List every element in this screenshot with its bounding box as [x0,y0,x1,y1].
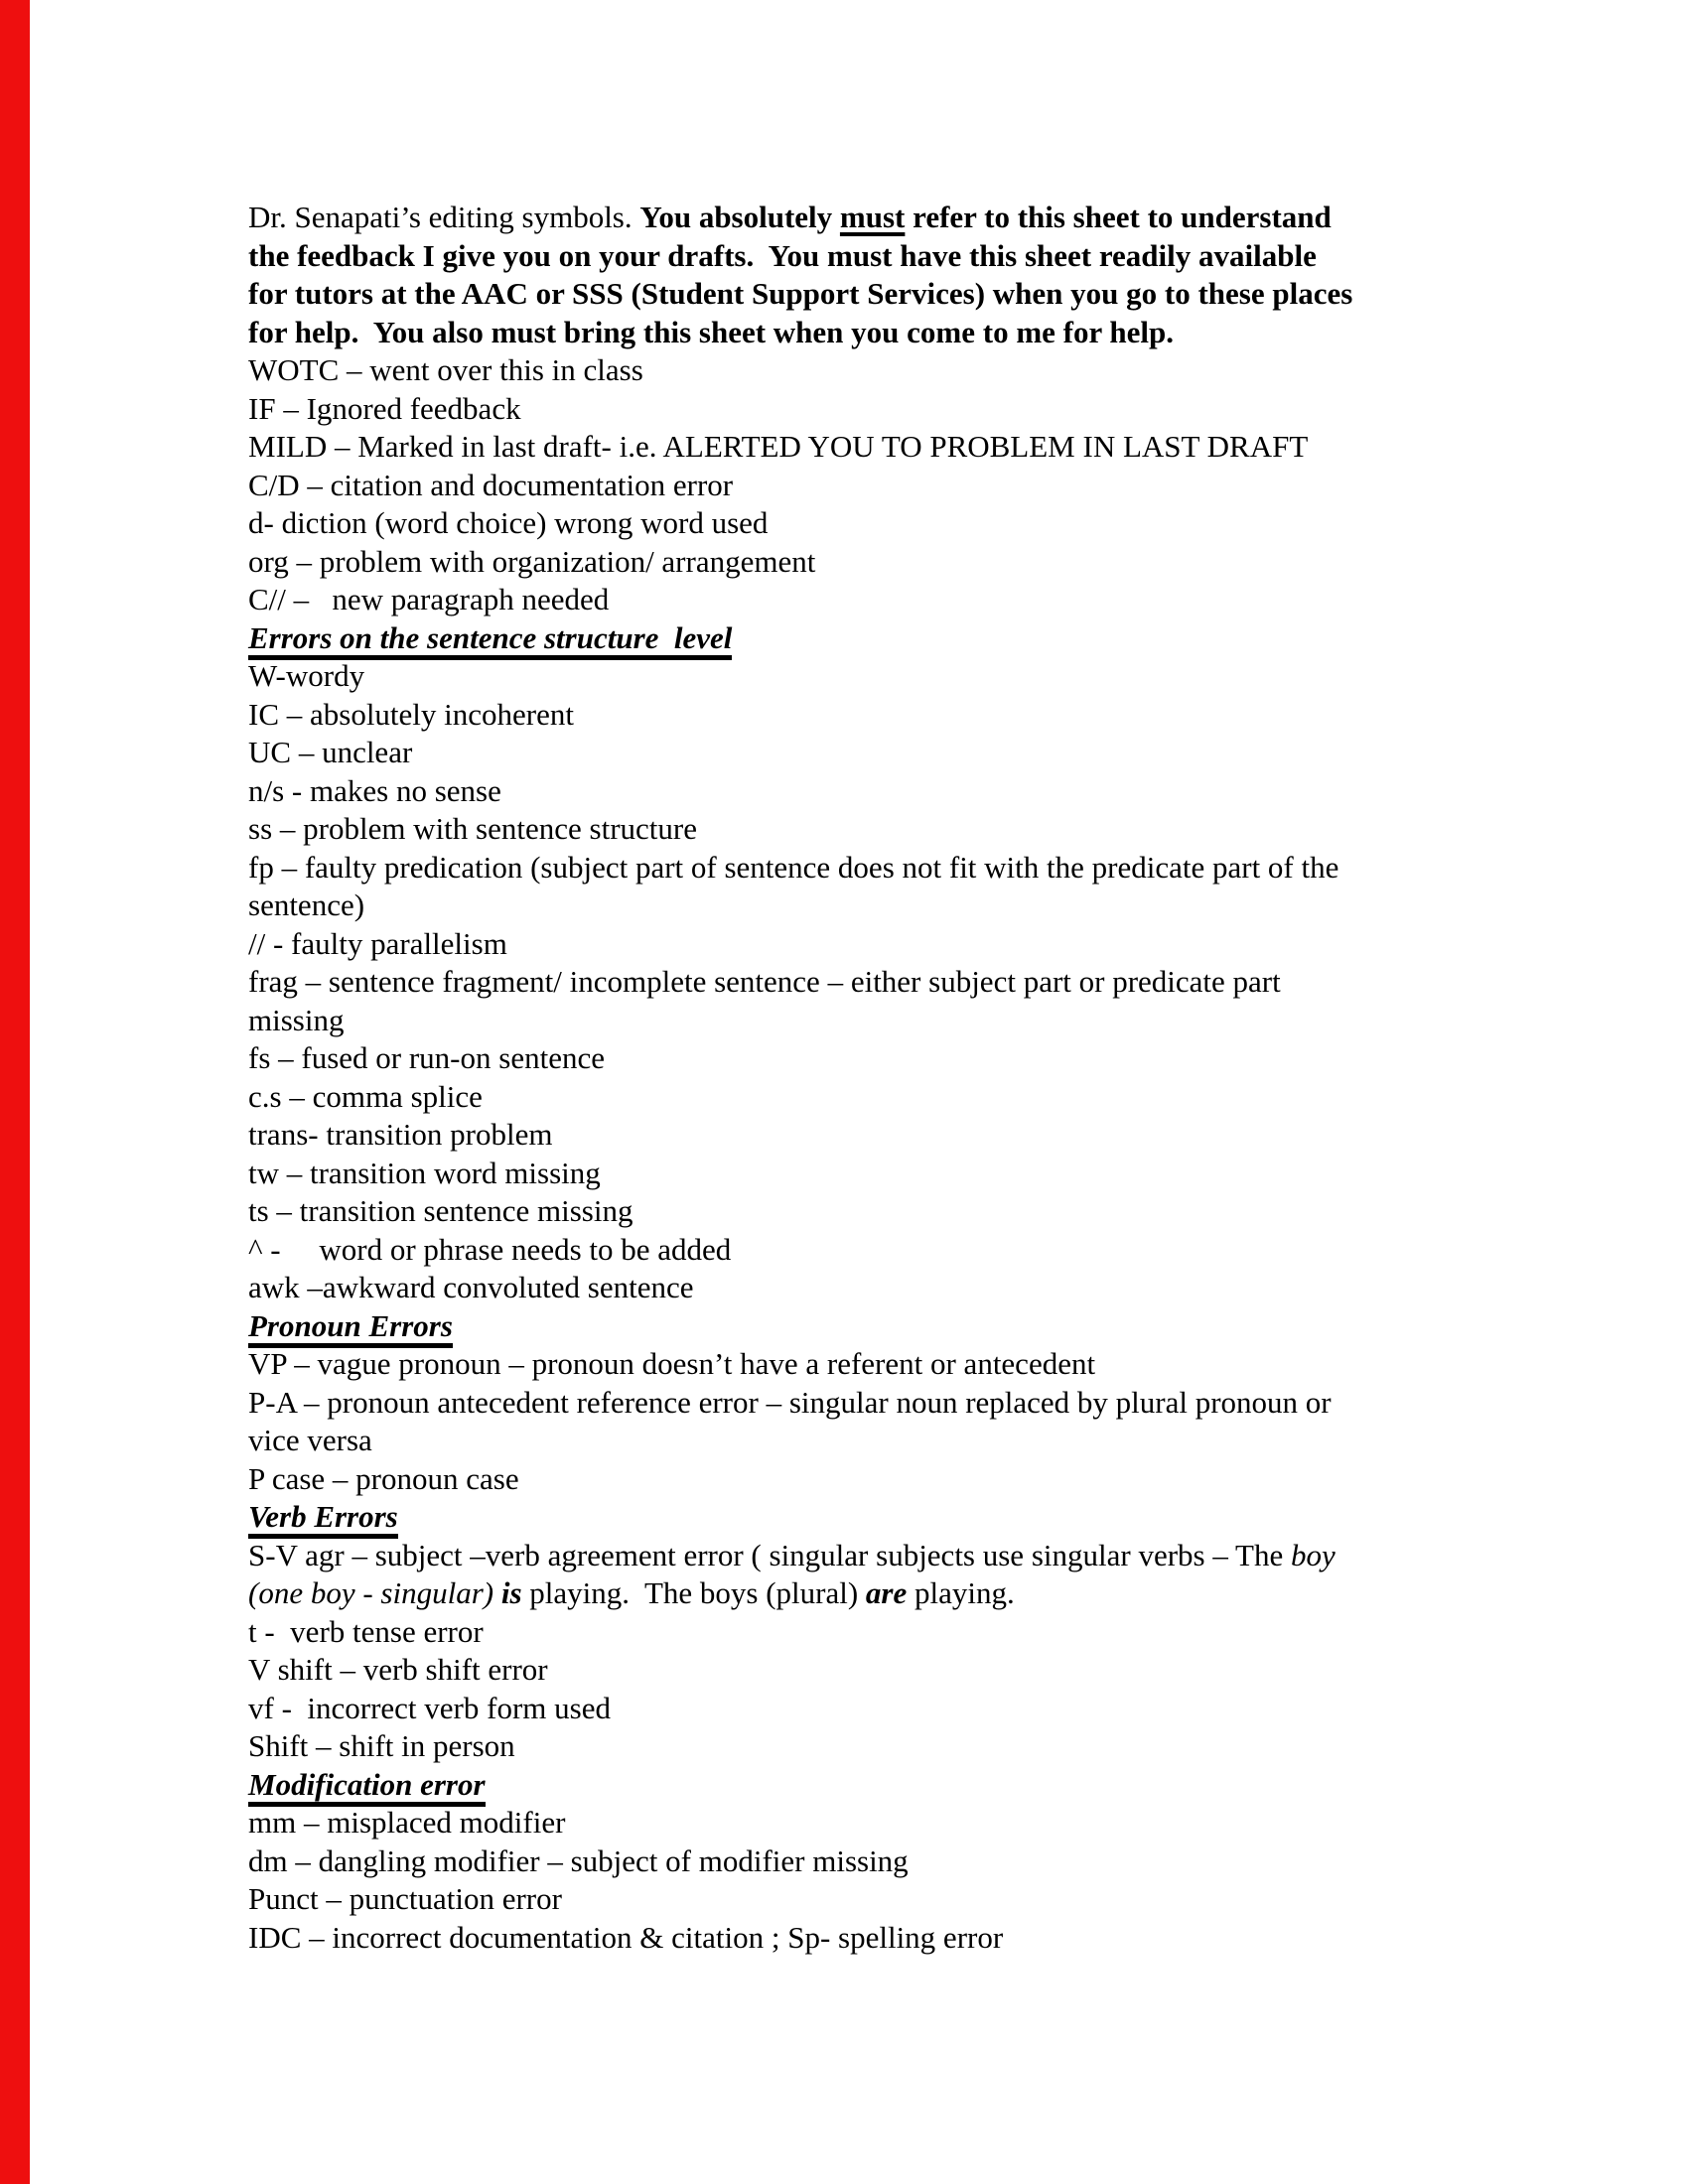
text-segment: trans- transition problem [248,1117,553,1152]
text-segment: tw – transition word missing [248,1155,601,1190]
symbol-line [248,1843,1638,1881]
text-segment: IDC – incorrect documentation & citation ; Sp- spelling error [248,1919,1004,1955]
symbol-line [248,772,1638,811]
symbol-line [248,1651,1638,1690]
text-segment: boy [1290,1537,1336,1572]
symbol-line [248,428,1638,467]
text-segment: V shift – verb shift error [248,1652,548,1687]
text-segment: c.s – comma splice [248,1078,483,1114]
symbol-line [248,1269,1638,1307]
text-segment: Errors on the sentence structure level [248,622,732,660]
text-segment: IF – Ignored feedback [248,390,521,426]
text-segment: (one boy - singular) [248,1575,501,1610]
text-segment: playing. The boys (plural) [521,1575,866,1610]
symbol-line [248,1192,1638,1231]
symbol-line [248,696,1638,735]
symbol-line [248,467,1638,505]
symbol-line [248,849,1638,887]
text-segment: vf - incorrect verb form used [248,1690,611,1725]
intro-line [248,199,1638,237]
symbol-line [248,1690,1638,1728]
symbol-line [248,925,1638,964]
scan-edge-strip [0,0,30,2184]
symbol-line [248,887,1638,925]
text-segment: ss – problem with sentence structure [248,811,697,846]
text-segment: P case – pronoun case [248,1460,519,1496]
text-segment: the feedback I give you on your drafts. You must have this sheet readily available [248,237,1317,273]
document-text [248,199,1638,1957]
text-segment: Verb Errors [248,1501,398,1539]
text-segment: t - verb tense error [248,1613,484,1649]
text-segment: d- diction (word choice) wrong word used [248,505,769,540]
symbol-line [248,734,1638,772]
intro-line [248,275,1638,314]
symbol-line [248,1155,1638,1193]
text-segment: VP – vague pronoun – pronoun doesn’t have a referent or antecedent [248,1346,1096,1381]
text-segment: S-V agr – subject –verb agreement error ( singular subjects use singular verbs – The [248,1537,1291,1572]
symbol-line [248,963,1638,1002]
text-segment: MILD – Marked in last draft- i.e. ALERTED YOU TO PROBLEM IN LAST DRAFT [248,429,1309,464]
symbol-line [248,1002,1638,1040]
text-segment: mm – misplaced modifier [248,1805,566,1840]
text-segment: ^ - word or phrase needs to be added [248,1231,732,1267]
intro-line [248,237,1638,276]
text-segment: Pronoun Errors [248,1310,453,1348]
text-segment: for tutors at the AAC or SSS (Student Support Services) when you go to these places [248,276,1353,311]
text-segment: frag – sentence fragment/ incomplete sentence – either subject part or predicate part [248,964,1281,999]
symbol-line [248,504,1638,543]
text-segment: Punct – punctuation error [248,1881,562,1916]
symbol-line [248,1422,1638,1460]
text-segment: awk –awkward convoluted sentence [248,1270,694,1304]
text-segment: C// – new paragraph needed [248,582,610,616]
symbol-line [248,1116,1638,1155]
text-segment: is [500,1575,522,1610]
section-heading [248,619,1638,658]
text-segment: org – problem with organization/ arrangement [248,543,816,579]
text-segment: Shift – shift in person [248,1728,515,1763]
text-segment: Dr. Senapati’s editing symbols. [248,200,640,234]
text-segment: must [839,200,906,234]
text-segment: // - faulty parallelism [248,925,507,961]
text-segment: You absolutely [639,200,840,234]
symbol-line [248,1231,1638,1270]
text-segment: C/D – citation and documentation error [248,467,734,502]
symbol-line [248,1345,1638,1384]
text-segment: IC – absolutely incoherent [248,696,574,732]
text-segment: P-A – pronoun antecedent reference error – singular noun replaced by plural pronoun or [248,1384,1332,1420]
symbol-line [248,1078,1638,1117]
symbol-line [248,1804,1638,1843]
symbol-line [248,1919,1638,1958]
text-segment: fp – faulty predication (subject part of sentence does not fit with the predicate part of the [248,849,1339,885]
symbol-line [248,1613,1638,1652]
symbol-line [248,1727,1638,1766]
section-heading [248,1498,1638,1537]
text-segment: n/s - makes no sense [248,772,501,808]
symbol-line [248,390,1638,429]
text-segment: playing. [907,1575,1015,1610]
text-segment: refer to this sheet to understand [905,200,1332,234]
intro-line [248,314,1638,352]
symbol-line [248,1574,1638,1613]
symbol-line [248,657,1638,696]
text-segment: Modification error [248,1769,486,1807]
text-segment: W-wordy [248,658,365,693]
text-segment: fs – fused or run-on sentence [248,1040,605,1075]
text-segment: WOTC – went over this in class [248,352,643,387]
symbol-line [248,1537,1638,1575]
text-segment: sentence) [248,887,365,922]
symbol-line [248,543,1638,582]
text-segment: are [865,1575,908,1610]
section-heading [248,1307,1638,1346]
text-segment: for help. You also must bring this sheet when you come to me for help. [248,314,1175,349]
text-segment: missing [248,1002,345,1037]
symbol-line [248,581,1638,619]
text-segment: UC – unclear [248,735,413,769]
symbol-line [248,1460,1638,1499]
symbol-line [248,351,1638,390]
text-segment: ts – transition sentence missing [248,1193,633,1228]
text-segment: vice versa [248,1423,372,1457]
section-heading [248,1766,1638,1805]
symbol-line [248,810,1638,849]
symbol-line [248,1039,1638,1078]
text-segment: dm – dangling modifier – subject of modifier missing [248,1843,909,1878]
symbol-line [248,1880,1638,1919]
symbol-line [248,1384,1638,1423]
